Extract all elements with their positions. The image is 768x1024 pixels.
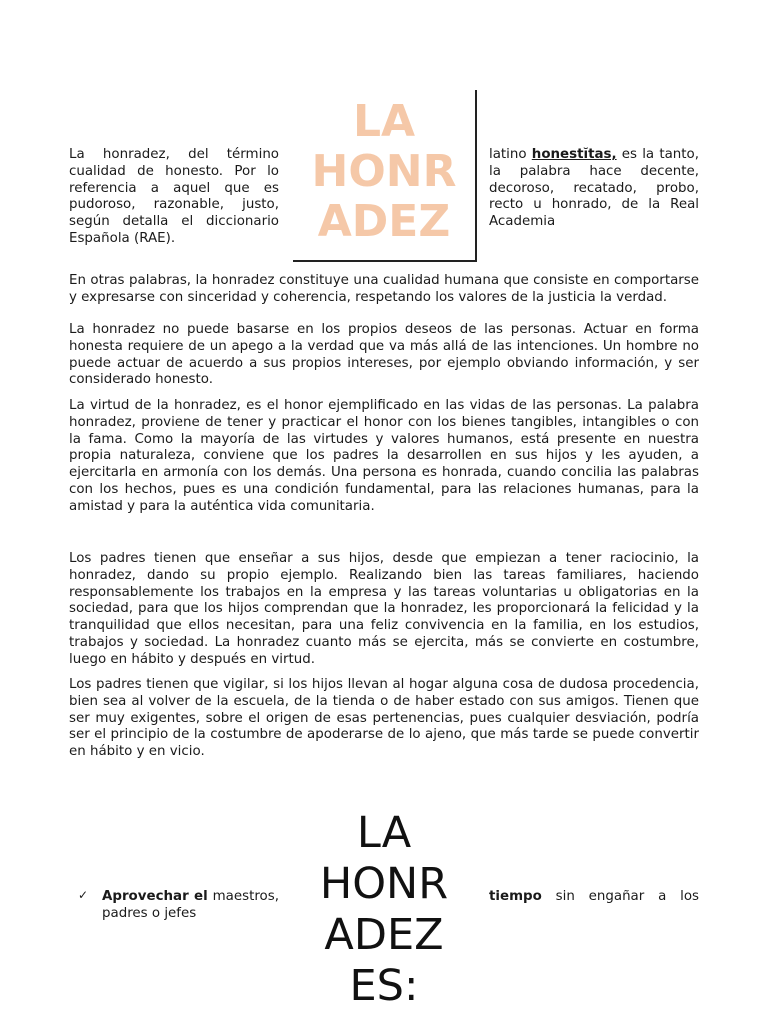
bottom-title-line-4: ES: [349, 961, 419, 1011]
bottom-title-line-2: HONR [319, 859, 449, 909]
bullet-left-rest: maestros, padres o jefes [102, 889, 279, 921]
latin-term: honestĭtas, [531, 147, 617, 162]
bottom-title-line-3: ADEZ [324, 910, 444, 960]
paragraph-4: Los padres tienen que enseñar a sus hijos, desde que empiezan a tener raciocinio, la honradez, dando su propio ejemplo. Realizando bien las tareas familiares, haciendo responsablemente los trabajos en la empresa y las tareas voluntarias u obligatorias en la sociedad, para que los hijos comprendan que la honradez, les proporcionará la felicidad y la tranquilidad que ellos necesitan, para una feliz convivencia en la familia, en los estudios, trabajos y sociedad. La honradez cuanto más se ejercita, más se convierte en costumbre, luego en hábito y después en virtud. [69, 551, 699, 667]
intro-right-column [489, 147, 699, 231]
title-line-2: HONR [311, 146, 457, 197]
bullet-right [489, 889, 699, 906]
intro-right-rest: es la tanto, la palabra hace decente, decoroso, recatado, probo, recto u honrado, de la Real Academia [489, 147, 699, 230]
paragraph-3: La virtud de la honradez, es el honor ejemplificado en las vidas de las personas. La palabra honradez, proviene de tener y practicar el honor con los bienes tangibles, intangibles o con la fama. Como la mayoría de las virtudes y valores humanos, está presente en nuestra propia naturaleza, conviene que los padres la desarrollen en sus hijos y les ayuden, a ejercitarla en armonía con los demás. Una persona es honrada, cuando concilia las palabras con los hechos, pues es una condición fundamental, para las relaciones humanas, para la amistad y para la auténtica vida comunitaria. [69, 398, 699, 514]
bullet-bold-lead: Aprovechar el [102, 889, 208, 904]
bottom-title [305, 808, 463, 1012]
bullet-right-bold: tiempo [489, 889, 542, 904]
paragraph-1: En otras palabras, la honradez constituye una cualidad humana que consiste en comportarse y expresarse con sinceridad y coherencia, respetando los valores de la justicia la verdad. [69, 273, 699, 305]
title-box [293, 90, 477, 262]
intro-right-prefix: latino [489, 147, 527, 162]
intro-left-column: La honradez, del término cualidad de honesto. Por lo referencia a aquel que es pudoroso, razonable, justo, según detalla el diccionario Española (RAE). [69, 147, 279, 246]
title-line-1: LA [352, 96, 416, 147]
bottom-title-line-1: LA [356, 808, 412, 858]
checkmark-icon: ✓ [78, 888, 89, 902]
title-line-3: ADEZ [317, 196, 451, 247]
bullet-right-rest: sin engañar a los [555, 889, 699, 904]
paragraph-5: Los padres tienen que vigilar, si los hijos llevan al hogar alguna cosa de dudosa procedencia, bien sea al volver de la escuela, de la tienda o de haber estado con sus amigos. Tienen que ser muy exigentes, sobre el origen de esas pertenencias, pues cualquier desviación, podría ser el principio de la costumbre de apoderarse de lo ajeno, que más tarde se puede convertir en hábito y en vicio. [69, 677, 699, 760]
bullet-left [102, 889, 279, 923]
paragraph-2: La honradez no puede basarse en los propios deseos de las personas. Actuar en forma honesta requiere de un apego a la verdad que va más allá de las intenciones. Un hombre no puede actuar de acuerdo a sus propios intereses, por ejemplo obviando información, y ser considerado honesto. [69, 322, 699, 388]
